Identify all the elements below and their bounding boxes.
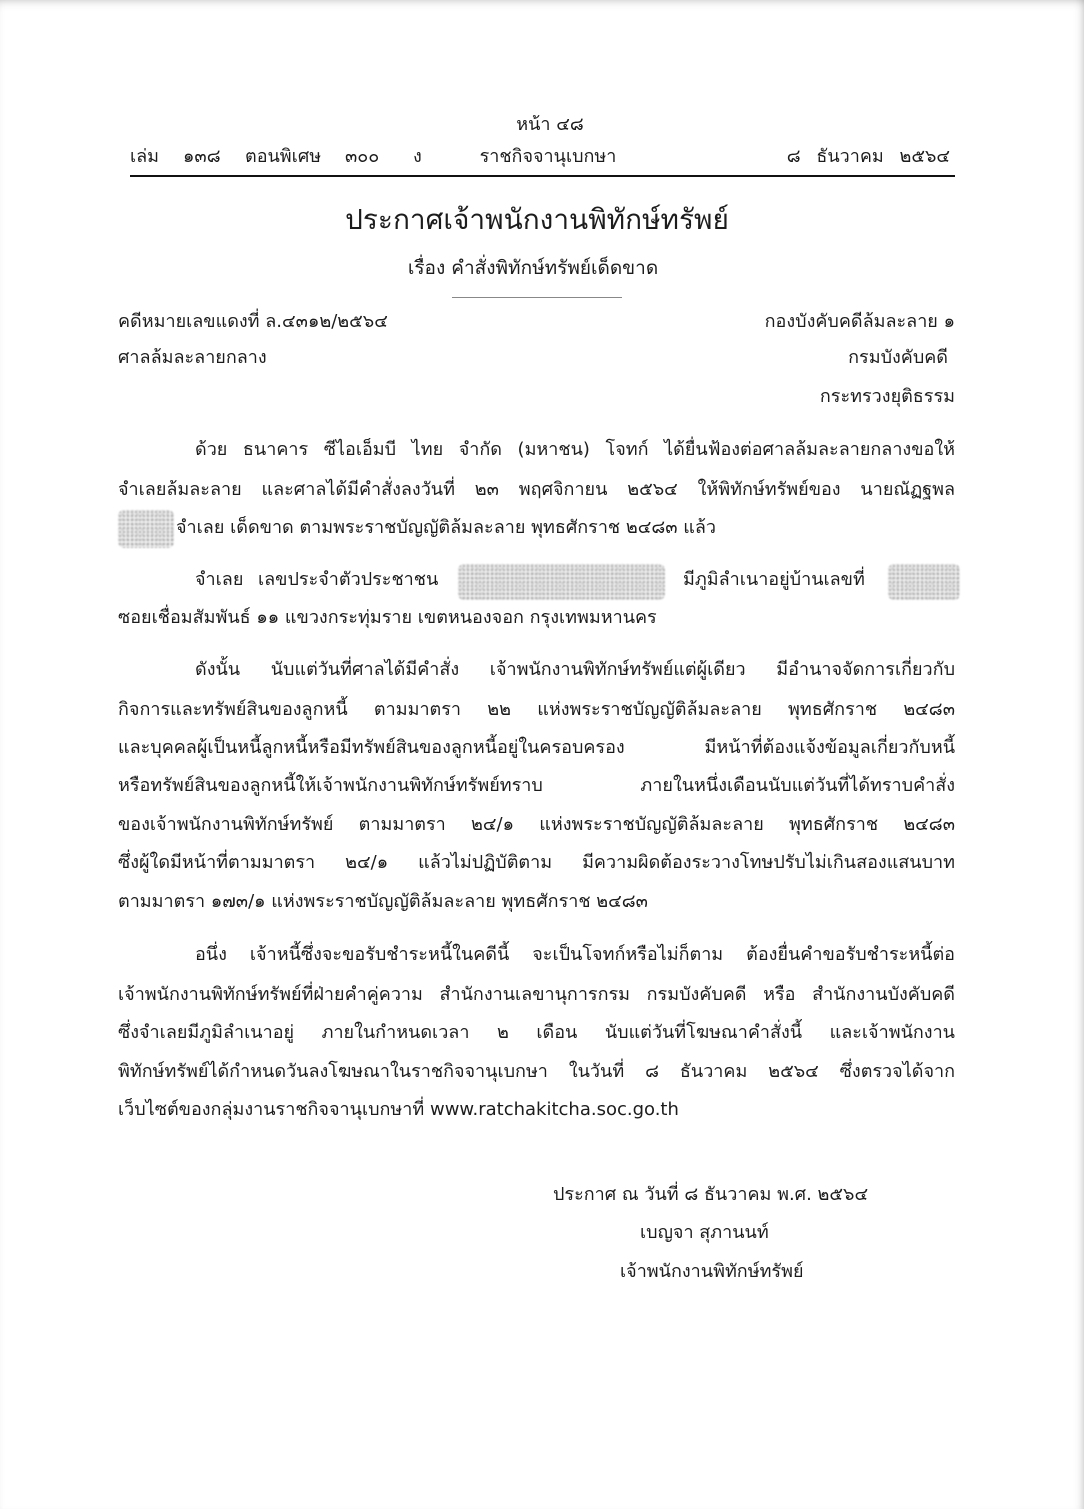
address-line: ซอยเชื่อมสัมพันธ์ ๑๑ แขวงกระทุ่มราย เขตหนองจอก กรุงเทพมหานคร bbox=[118, 607, 657, 628]
paragraph-4-line: พิทักษ์ทรัพย์ได้กำหนดวันลงโฆษณาในราชกิจจานุเบกษา ในวันที่ ๘ ธันวาคม ๒๕๖๔ ซึ่งตรวจได้จาก bbox=[118, 1061, 955, 1082]
title-divider bbox=[452, 297, 622, 298]
paragraph-3-line: ซึ่งผู้ใดมีหน้าที่ตามมาตรา ๒๔/๑ แล้วไม่ปฏิบัติตาม มีความผิดต้องระวางโทษปรับไม่เกินสองแสนบาท bbox=[118, 852, 955, 873]
id-number-label: เลขประจำตัวประชาชน bbox=[258, 569, 439, 590]
page-title: ประกาศเจ้าพนักงานพิทักษ์ทรัพย์ bbox=[345, 203, 729, 236]
page-number: หน้า ๔๘ bbox=[516, 114, 584, 135]
header-divider bbox=[130, 175, 955, 177]
announcement-date: ประกาศ ณ วันที่ ๘ ธันวาคม พ.ศ. ๒๕๖๔ bbox=[553, 1184, 869, 1205]
volume-label: เล่ม bbox=[130, 146, 160, 167]
gazette-name: ราชกิจจานุเบกษา bbox=[479, 146, 617, 167]
paragraph-3-line: กิจการและทรัพย์สินของลูกหนี้ ตามมาตรา ๒๒ แห่งพระราชบัญญัติล้มละลาย พุทธศักราช ๒๔๘๓ bbox=[118, 699, 955, 720]
redacted-block bbox=[458, 564, 665, 600]
paragraph-4-line: อนึ่ง เจ้าหนี้ซึ่งจะขอรับชำระหนี้ในคดีนี้ จะเป็นโจทก์หรือไม่ก็ตาม ต้องยื่นคำขอรับชำระหนี้ต่อ bbox=[195, 944, 955, 965]
office-division: กองบังคับคดีล้มละลาย ๑ bbox=[764, 311, 955, 332]
signatory-name: เบญจา สุภานนท์ bbox=[640, 1222, 769, 1243]
paragraph-4-line: เว็บไซต์ของกลุ่มงานราชกิจจานุเบกษาที่ www.ratchakitcha.soc.go.th bbox=[118, 1099, 679, 1120]
paragraph-4-line: ซึ่งจำเลยมีภูมิลำเนาอยู่ ภายในกำหนดเวลา ๒ เดือน นับแต่วันที่โฆษณาคำสั่งนี้ และเจ้าพนักงาน bbox=[118, 1022, 955, 1043]
paragraph-3-line: ดังนั้น นับแต่วันที่ศาลได้มีคำสั่ง เจ้าพนักงานพิทักษ์ทรัพย์แต่ผู้เดียว มีอำนาจจัดการเกี่ยวกับ bbox=[195, 659, 955, 680]
section-type: ง bbox=[413, 146, 422, 167]
paragraph-3-line: ตามมาตรา ๑๗๓/๑ แห่งพระราชบัญญัติล้มละลาย พุทธศักราช ๒๔๘๓ bbox=[118, 891, 648, 912]
paragraph-1-line: ด้วย ธนาคาร ซีไอเอ็มบี ไทย จำกัด (มหาชน) โจทก์ ได้ยื่นฟ้องต่อศาลล้มละลายกลางขอให้ bbox=[195, 439, 955, 460]
header-date: ๘ ธันวาคม ๒๕๖๔ bbox=[786, 146, 950, 167]
subject-line: เรื่อง คำสั่งพิทักษ์ทรัพย์เด็ดขาด bbox=[407, 257, 659, 279]
paragraph-1-line: จำเลย เด็ดขาด ตามพระราชบัญญัติล้มละลาย พุทธศักราช ๒๔๘๓ แล้ว bbox=[176, 517, 716, 538]
address-label: มีภูมิลำเนาอยู่บ้านเลขที่ bbox=[683, 569, 865, 590]
paragraph-1-line: จำเลยล้มละลาย และศาลได้มีคำสั่งลงวันที่ ๒๓ พฤศจิกายน ๒๕๖๔ ให้พิทักษ์ทรัพย์ของ นายณัฏฐพล bbox=[118, 479, 955, 500]
paragraph-3-line: และบุคคลผู้เป็นหนี้ลูกหนี้หรือมีทรัพย์สินของลูกหนี้อยู่ในครอบครอง มีหน้าที่ต้องแจ้งข้อมูลเกี่ยวกับหนี้ bbox=[118, 737, 955, 758]
office-ministry: กระทรวงยุติธรรม bbox=[819, 386, 955, 407]
signatory-position: เจ้าพนักงานพิทักษ์ทรัพย์ bbox=[620, 1261, 804, 1282]
volume-number: ๑๓๘ bbox=[183, 146, 221, 167]
redacted-block bbox=[118, 510, 174, 548]
paragraph-4-line: เจ้าพนักงานพิทักษ์ทรัพย์ที่ฝ่ายคำคู่ความ สำนักงานเลขานุการกรม กรมบังคับคดี หรือ สำนักงานบังคับคดี bbox=[118, 984, 955, 1005]
defendant-label: จำเลย bbox=[195, 569, 244, 590]
court-name: ศาลล้มละลายกลาง bbox=[118, 347, 267, 368]
case-number: คดีหมายเลขแดงที่ ล.๔๓๑๒/๒๕๖๔ bbox=[118, 311, 388, 332]
section-label: ตอนพิเศษ bbox=[245, 146, 322, 167]
redacted-block bbox=[888, 564, 960, 600]
office-department: กรมบังคับคดี bbox=[848, 347, 948, 368]
paragraph-3-line: ของเจ้าพนักงานพิทักษ์ทรัพย์ ตามมาตรา ๒๔/๑ แห่งพระราชบัญญัติล้มละลาย พุทธศักราช ๒๔๘๓ bbox=[118, 814, 955, 835]
section-number: ๓๐๐ bbox=[345, 146, 380, 167]
paragraph-3-line: หรือทรัพย์สินของลูกหนี้ให้เจ้าพนักงานพิทักษ์ทรัพย์ทราบ ภายในหนึ่งเดือนนับแต่วันที่ได้ทราบคำสั่ง bbox=[118, 775, 955, 796]
